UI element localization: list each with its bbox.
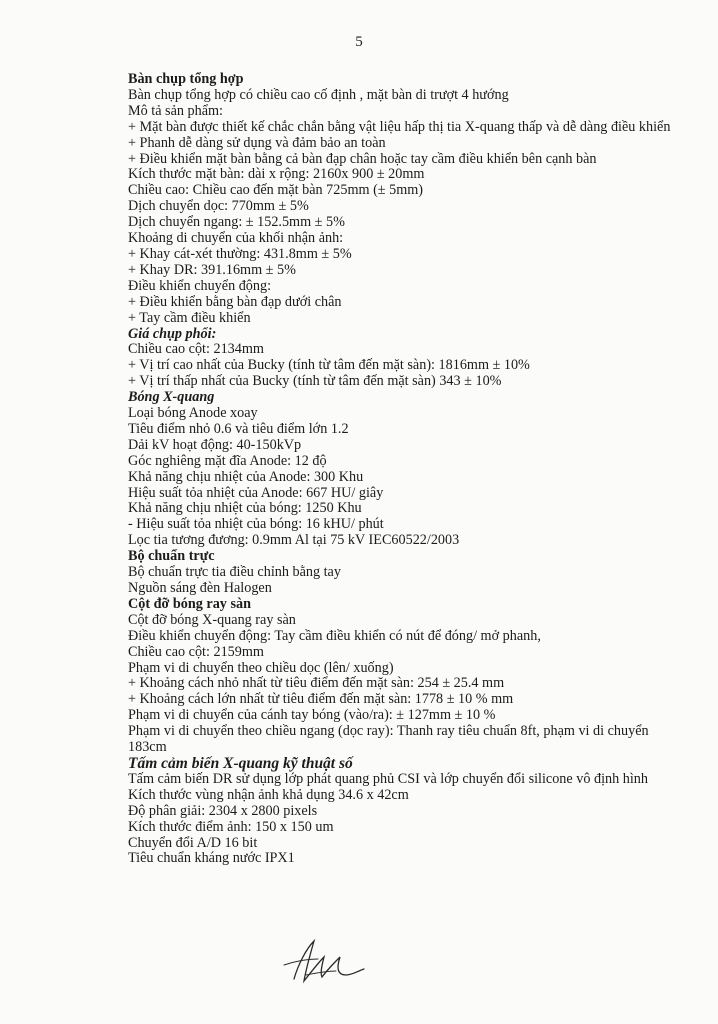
text-line: Mô tả sản phẩm: [128, 102, 223, 119]
text-line: Tiêu điểm nhỏ 0.6 và tiêu điểm lớn 1.2 [128, 420, 349, 437]
section-heading: Cột đỡ bóng ray sàn [128, 595, 251, 612]
text-line: Chuyển đổi A/D 16 bit [128, 834, 258, 851]
text-line: Khả năng chịu nhiệt của Anode: 300 Khu [128, 468, 364, 485]
text-line: Hiệu suất tỏa nhiệt của Anode: 667 HU/ giây [128, 484, 384, 501]
text-line: Bộ chuẩn trực tia điều chỉnh bằng tay [128, 564, 341, 581]
section-heading: Tấm cảm biến X-quang kỹ thuật số [128, 754, 353, 772]
text-line: + Phanh dễ dàng sử dụng và đảm bảo an toàn [128, 134, 386, 151]
page-number: 5 [355, 34, 363, 50]
section-heading: Bộ chuẩn trực [128, 548, 215, 565]
text-line: Tấm cảm biến DR sử dụng lớp phát quang phủ CSI và lớp chuyển đổi silicone vô định hình [128, 770, 648, 787]
text-line: Chiều cao: Chiều cao đến mặt bàn 725mm (± 5mm) [128, 182, 424, 199]
text-line: + Tay cầm điều khiển [128, 309, 251, 326]
section-heading: Bàn chụp tổng hợp [128, 71, 244, 87]
text-line: + Vị trí thấp nhất của Bucky (tính từ tâm đến mặt sàn) 343 ± 10% [128, 373, 502, 390]
document-body [128, 72, 688, 867]
section-heading: Giá chụp phổi: [128, 325, 217, 342]
text-line: Kích thước điểm ảnh: 150 x 150 um [128, 818, 334, 835]
text-line: Tiêu chuẩn kháng nước IPX1 [128, 850, 295, 867]
text-line: Cột đỡ bóng X-quang ray sàn [128, 611, 296, 628]
text-line: Chiều cao cột: 2134mm [128, 341, 264, 358]
text-line: Kích thước mặt bàn: dài x rộng: 2160x 900 ± 20mm [128, 166, 425, 183]
text-line: Lọc tia tương đương: 0.9mm Al tại 75 kV IEC60522/2003 [128, 532, 460, 549]
text-line: Phạm vi di chuyển của cánh tay bóng (vào/ra): ± 127mm ± 10 % [128, 707, 496, 724]
text-line: + Vị trí cao nhất của Bucky (tính từ tâm đến mặt sàn): 1816mm ± 10% [128, 357, 530, 374]
text-line: + Khay DR: 391.16mm ± 5% [128, 261, 296, 278]
text-line: Chiều cao cột: 2159mm [128, 643, 264, 660]
text-line: Điều khiển chuyển động: Tay cầm điều khiển có nút để đóng/ mở phanh, [128, 627, 541, 644]
text-line: Nguồn sáng đèn Halogen [128, 580, 272, 596]
section-heading: Bóng X-quang [128, 389, 215, 406]
text-line: Phạm vi di chuyển theo chiều dọc (lên/ xuống) [128, 659, 394, 676]
text-line: + Khoảng cách nhỏ nhất từ tiêu điểm đến mặt sàn: 254 ± 25.4 mm [128, 675, 505, 692]
text-line: Điều khiển chuyển động: [128, 277, 272, 294]
text-line: Khả năng chịu nhiệt của bóng: 1250 Khu [128, 500, 362, 517]
text-line: + Mặt bàn được thiết kế chắc chắn bằng vật liệu hấp thị tia X-quang thấp và dễ dàng điều khiển [128, 118, 671, 135]
text-line: Loại bóng Anode xoay [128, 405, 258, 422]
text-line: Dịch chuyển ngang: ± 152.5mm ± 5% [128, 214, 345, 231]
text-line: Dải kV hoạt động: 40-150kVp [128, 436, 302, 453]
text-line: Phạm vi di chuyển theo chiều ngang (dọc ray): Thanh ray tiêu chuẩn 8ft, phạm vi di chuyển 183cm [128, 723, 649, 756]
text-line: Khoảng di chuyển của khối nhận ảnh: [128, 230, 344, 247]
text-line: + Khoảng cách lớn nhất từ tiêu điểm đến mặt sàn: 1778 ± 10 % mm [128, 691, 514, 708]
text-line: Bàn chụp tổng hợp có chiều cao cố định , mặt bàn di trượt 4 hướng [128, 86, 509, 103]
text-line: Kích thước vùng nhận ảnh khả dụng 34.6 x 42cm [128, 786, 409, 803]
text-line: Dịch chuyển dọc: 770mm ± 5% [128, 198, 309, 215]
text-line: - Hiệu suất tỏa nhiệt của bóng: 16 kHU/ phút [128, 516, 384, 533]
text-line: + Điều khiển mặt bàn bằng cả bàn đạp chân hoặc tay cầm điều khiển bên cạnh bàn [128, 150, 597, 167]
signature [276, 935, 366, 987]
text-line: + Khay cát-xét thường: 431.8mm ± 5% [128, 245, 352, 262]
text-line: + Điều khiển bằng bàn đạp dưới chân [128, 293, 342, 310]
text-line: Góc nghiêng mặt đĩa Anode: 12 độ [128, 452, 327, 469]
text-line: Độ phân giải: 2304 x 2800 pixels [128, 802, 318, 819]
